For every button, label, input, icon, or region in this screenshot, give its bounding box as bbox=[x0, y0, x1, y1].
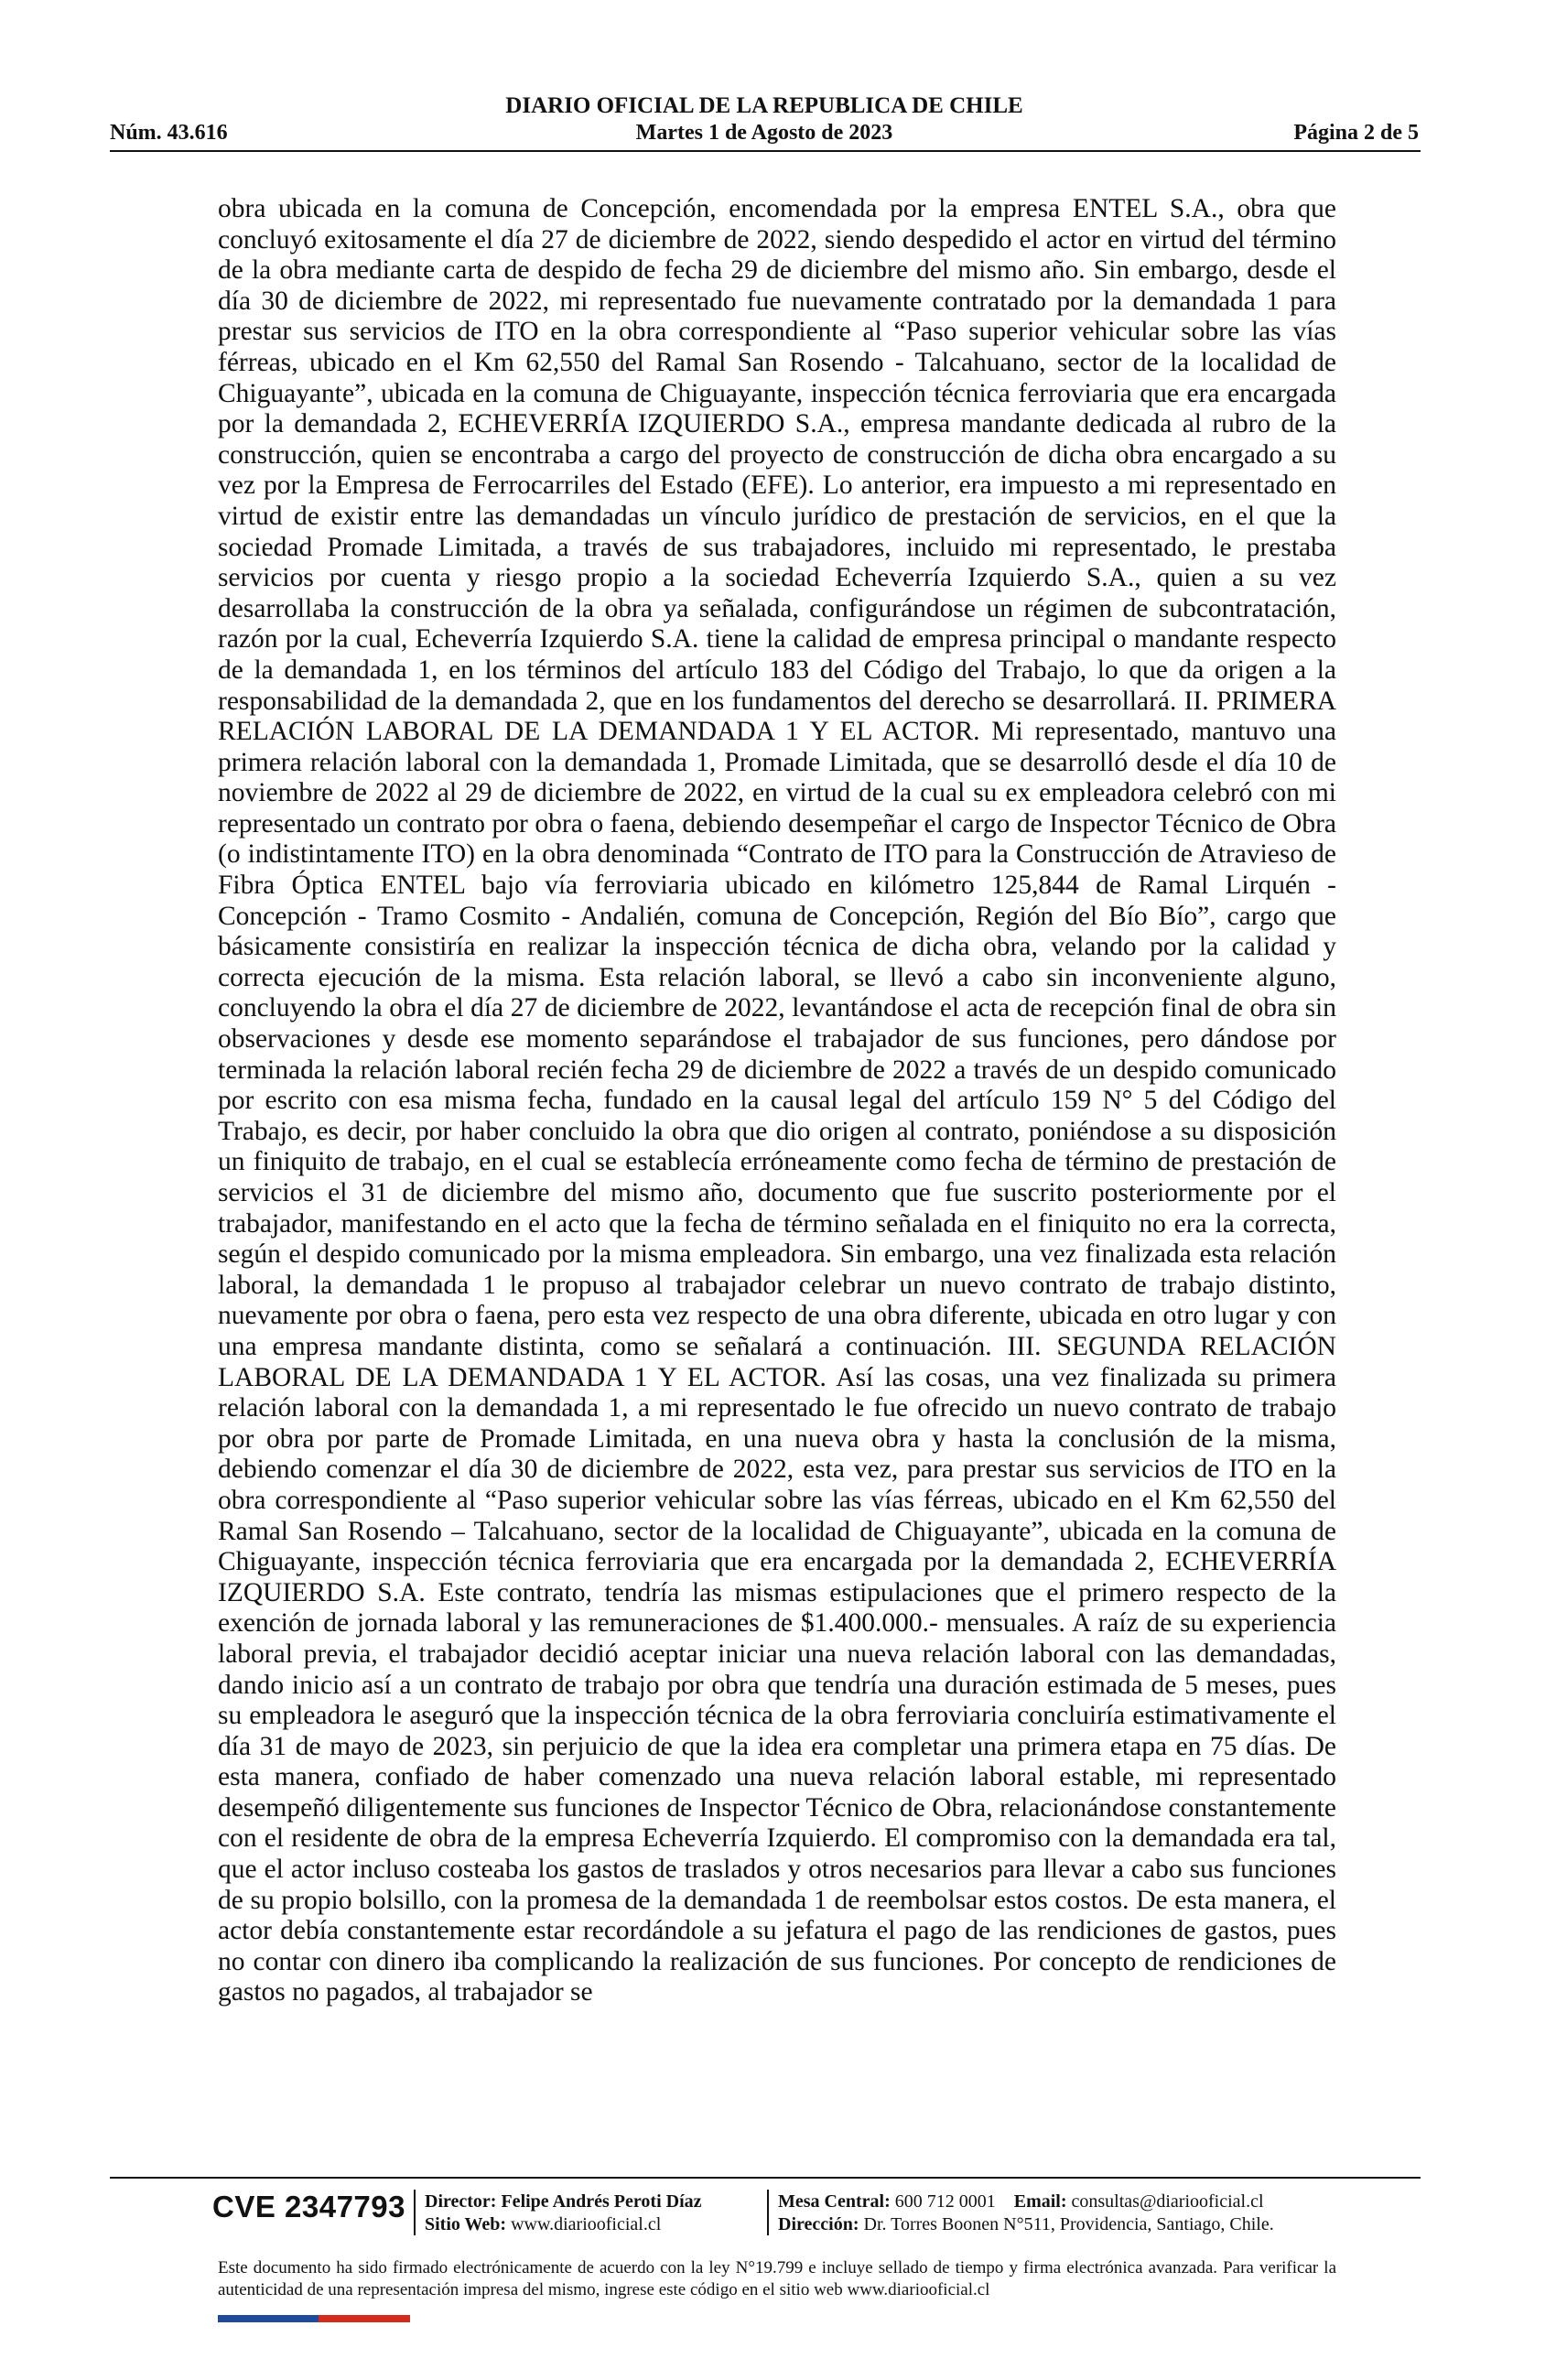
phone-label: Mesa Central: bbox=[778, 2191, 891, 2212]
website-label: Sitio Web: bbox=[425, 2214, 507, 2234]
publication-title: DIARIO OFICIAL DE LA REPUBLICA DE CHILE bbox=[505, 93, 1023, 118]
issue-number: Núm. 43.616 bbox=[110, 121, 228, 145]
cve-code: CVE 2347793 bbox=[212, 2190, 405, 2223]
issue-date: Martes 1 de Agosto de 2023 bbox=[635, 121, 893, 145]
footer-separator bbox=[414, 2190, 416, 2235]
footer-contact-info bbox=[778, 2191, 1274, 2236]
page-indicator: Página 2 de 5 bbox=[1293, 121, 1419, 145]
document-body bbox=[218, 194, 1336, 2008]
address-label: Dirección: bbox=[778, 2214, 859, 2234]
footer-separator bbox=[767, 2190, 769, 2235]
footer-divider bbox=[110, 2177, 1421, 2179]
director-name: Felipe Andrés Peroti Díaz bbox=[501, 2191, 702, 2212]
footer-director-info bbox=[425, 2191, 702, 2236]
flag-blue-segment bbox=[218, 2315, 319, 2322]
email-link[interactable]: consultas@diariooficial.cl bbox=[1071, 2191, 1264, 2212]
body-paragraph: obra ubicada en la comuna de Concepción, encomendada por la empresa ENTEL S.A., obra que concluyó exitosamente el día 27 de diciembre de 2022, siendo despedido el actor en virtud del término de la obra mediante carta de despido de fecha 29 de diciembre del mismo año. Sin embargo, desde el día 30 de diciembre de 2022, mi representado fue nuevamente contratado por la demandada 1 para prestar sus servicios de ITO en la obra correspondiente al “Paso superior vehicular sobre las vías férreas, ubicado en el Km 62,550 del Ramal San Rosendo - Talcahuano, sector de la localidad de Chiguayante”, ubicada en la comuna de Chiguayante, inspección técnica ferroviaria que era encargada por la demandada 2, ECHEVERRÍA IZQUIERDO S.A., empresa mandante dedicada al rubro de la construcción, quien se encontraba a cargo del proyecto de construcción de dicha obra encargado a su vez por la Empresa de Ferrocarriles del Estado (EFE). Lo anterior, era impuesto a mi representado en virtud de existir entre las demandadas un vínculo jurídico de prestación de servicios, en el que la sociedad Promade Limitada, a través de sus trabajadores, incluido mi representado, le prestaba servicios por cuenta y riesgo propio a la sociedad Echeverría Izquierdo S.A., quien a su vez desarrollaba la construcción de la obra ya señalada, configurándose un régimen de subcontratación, razón por la cual, Echeverría Izquierdo S.A. tiene la calidad de empresa principal o mandante respecto de la demandada 1, en los términos del artículo 183 del Código del Trabajo, lo que da origen a la responsabilidad de la demandada 2, que en los fundamentos del derecho se desarrollará. II. PRIMERA RELACIÓN LABORAL DE LA DEMANDADA 1 Y EL ACTOR. Mi representado, mantuvo una primera relación laboral con la demandada 1, Promade Limitada, que se desarrolló desde el día 10 de noviembre de 2022 al 29 de diciembre de 2022, en virtud de la cual su ex empleadora celebró con mi representado un contrato por obra o faena, debiendo desempeñar el cargo de Inspector Técnico de Obra (o indistintamente ITO) en la obra denominada “Contrato de ITO para la Construcción de Atravieso de Fibra Óptica ENTEL bajo vía ferroviaria ubicado en kilómetro 125,844 de Ramal Lirquén - Concepción - Tramo Cosmito - Andalién, comuna de Concepción, Región del Bío Bío”, cargo que básicamente consistiría en realizar la inspección técnica de dicha obra, velando por la calidad y correcta ejecución de la misma. Esta relación laboral, se llevó a cabo sin inconveniente alguno, concluyendo la obra el día 27 de diciembre de 2022, levantándose el acta de recepción final de obra sin observaciones y desde ese momento separándose el trabajador de sus funciones, pero dándose por terminada la relación laboral recién fecha 29 de diciembre de 2022 a través de un despido comunicado por escrito con esa misma fecha, fundado en la causal legal del artículo 159 N° 5 del Código del Trabajo, es decir, por haber concluido la obra que dio origen al contrato, poniéndose a su disposición un finiquito de trabajo, en el cual se establecía erróneamente como fecha de término de prestación de servicios el 31 de diciembre del mismo año, documento que fue suscrito posteriormente por el trabajador, manifestando en el acto que la fecha de término señalada en el finiquito no era la correcta, según el despido comunicado por la misma empleadora. Sin embargo, una vez finalizada esta relación laboral, la demandada 1 le propuso al trabajador celebrar un nuevo contrato de trabajo distinto, nuevamente por obra o faena, pero esta vez respecto de una obra diferente, ubicada en otro lugar y con una empresa mandante distinta, como se señalará a continuación. III. SEGUNDA RELACIÓN LABORAL DE LA DEMANDADA 1 Y EL ACTOR. Así las cosas, una vez finalizada su primera relación laboral con la demandada 1, a mi representado le fue ofrecido un nuevo contrato de trabajo por obra por parte de Promade Limitada, en una nueva obra y hasta la conclusión de la misma, debiendo comenzar el día 30 de diciembre de 2022, esta vez, para prestar sus servicios de ITO en la obra correspondiente al “Paso superior vehicular sobre las vías férreas, ubicado en el Km 62,550 del Ramal San Rosendo – Talcahuano, sector de la localidad de Chiguayante”, ubicada en la comuna de Chiguayante, inspección técnica ferroviaria que era encargada por la demandada 2, ECHEVERRÍA IZQUIERDO S.A. Este contrato, tendría las mismas estipulaciones que el primero respecto de la exención de jornada laboral y las remuneraciones de $1.400.000.- mensuales. A raíz de su experiencia laboral previa, el trabajador decidió aceptar iniciar una nueva relación laboral con las demandadas, dando inicio así a un contrato de trabajo por obra que tendría una duración estimada de 5 meses, pues su empleadora le aseguró que la inspección técnica de la obra ferroviaria concluiría estimativamente el día 31 de mayo de 2023, sin perjuicio de que la idea era completar una primera etapa en 75 días. De esta manera, confiado de haber comenzado una nueva relación laboral estable, mi representado desempeñó diligentemente sus funciones de Inspector Técnico de Obra, relacionándose constantemente con el residente de obra de la empresa Echeverría Izquierdo. El compromiso con la demandada era tal, que el actor incluso costeaba los gastos de traslados y otros necesarios para llevar a cabo sus funciones de su propio bolsillo, con la promesa de la demandada 1 de reembolsar estos costos. De esta manera, el actor debía constantemente estar recordándole a su jefatura el pago de las rendiciones de gastos, pues no contar con dinero iba complicando la realización de sus funciones. Por concepto de rendiciones de gastos no pagados, al trabajador se bbox=[218, 194, 1336, 2007]
flag-red-segment bbox=[319, 2315, 410, 2322]
header-divider bbox=[110, 150, 1421, 152]
email-label: Email: bbox=[1013, 2191, 1067, 2212]
footer-legal-note: Este documento ha sido firmado electrónicamente de acuerdo con la ley N°19.799 e incluye sellado de tiempo y firma electrónica avanzada. Para verificar la autenticidad de una representación impresa del mismo, ingrese este código en el sitio web www.diariooficial.cl bbox=[218, 2258, 1336, 2299]
page-header bbox=[110, 93, 1419, 150]
website-link[interactable]: www.diariooficial.cl bbox=[511, 2214, 662, 2234]
director-label: Director: bbox=[425, 2191, 497, 2212]
phone-number: 600 712 0001 bbox=[894, 2191, 996, 2212]
address-text: Dr. Torres Boonen N°511, Providencia, Santiago, Chile. bbox=[863, 2214, 1274, 2234]
chile-flag-stripe bbox=[218, 2315, 410, 2322]
